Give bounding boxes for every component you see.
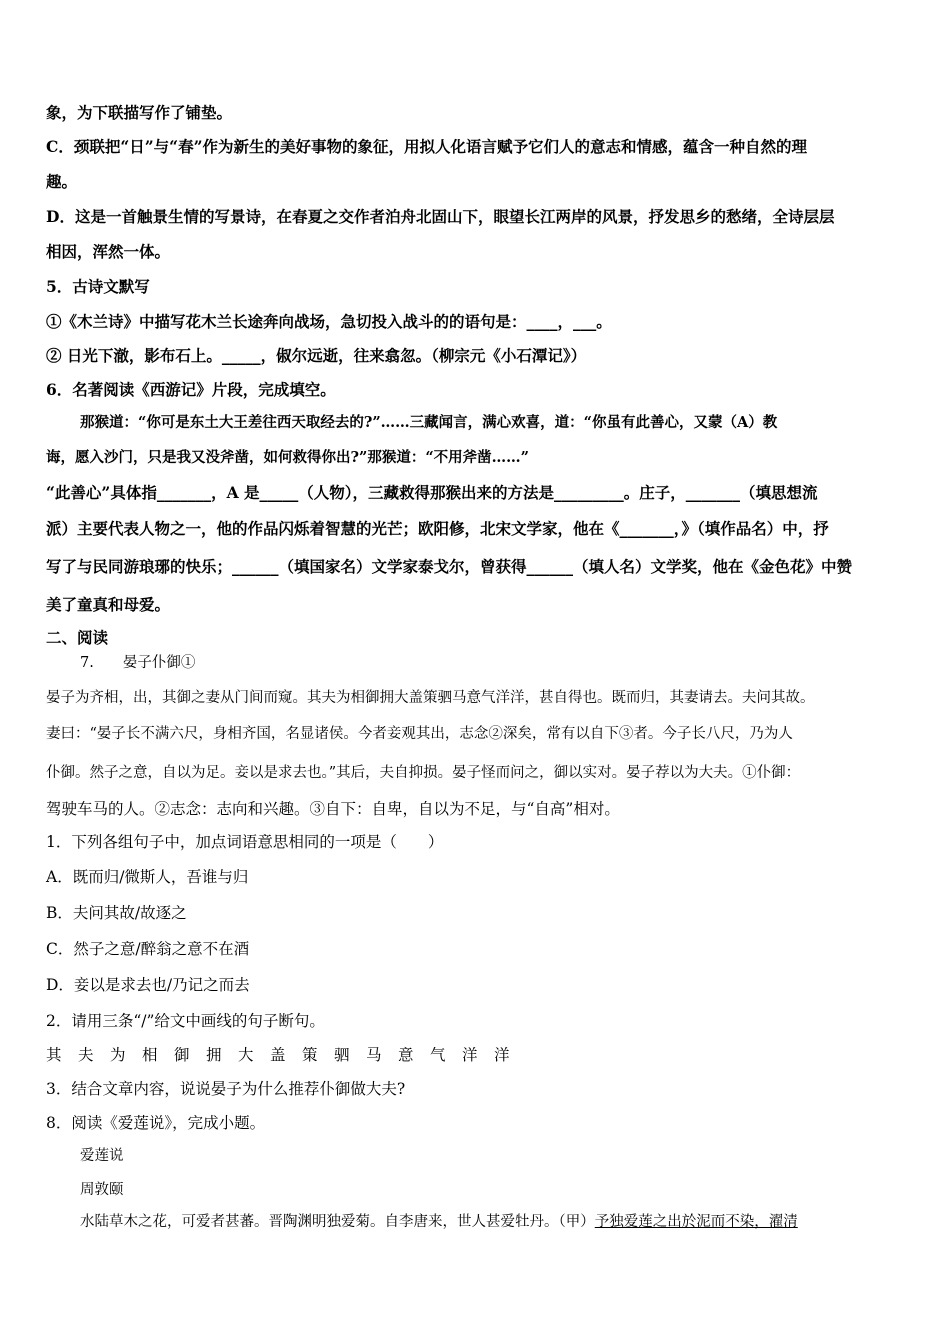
passage-notes: 驾驶车马的人。②志念：志向和兴趣。③自下：自卑，自以为不足，与“自高”相对。 [46, 800, 620, 818]
fill-blank-line-4: 美了童真和母爱。 [46, 595, 171, 614]
option-b-continued: 象，为下联描写作了铺垫。 [46, 103, 233, 122]
subquestion-3: 3．结合文章内容，说说晏子为什么推荐仆御做大夫? [46, 1080, 406, 1098]
essay-line-1-text: 水陆草木之花，可爱者甚蕃。晋陶渊明独爱菊。自李唐来，世人甚爱牡丹。（甲） [80, 1214, 595, 1230]
question-5-item-2: ② 日光下澈，影布石上。_____，俶尔远逝，往来翕忽。（柳宗元《小石潭记》） [46, 346, 587, 365]
option-d-continued: 相因，浑然一体。 [46, 242, 171, 261]
poem-author: 周敦颐 [80, 1182, 124, 1198]
essay-line-1 [80, 1212, 910, 1232]
excerpt-line-1: 那猴道：“你可是东土大王差往西天取经去的?”……三藏闻言，满心欢喜，道：“你虽有此善心，又蒙（A）教 [80, 414, 778, 431]
section-reading-heading: 二、阅读 [46, 628, 109, 647]
fill-blank-line-1: “此善心”具体指_______，A 是_____（人物），三藏救得那猴出来的方法是_________。庄子，_______（填思想流 [46, 483, 818, 502]
sentence-to-segment: 其夫为相御拥大盖策驷马意气洋洋 [46, 1046, 527, 1064]
fill-blank-line-2: 派）主要代表人物之一，他的作品闪烁着智慧的光芒；欧阳修，北宋文学家，他在《_______，》（填作品名）中，抒 [46, 519, 829, 538]
question-8-title: 8．阅读《爱莲说》，完成小题。 [46, 1114, 266, 1132]
option-c: C．颈联把“日”与“春”作为新生的美好事物的象征，用拟人化语言赋予它们人的意志和情感，蕴含一种自然的理 [46, 137, 808, 156]
excerpt-line-2: 诲，愿入沙门，只是我又没斧凿，如何救得你出?”那猴道：“不用斧凿……” [46, 449, 530, 466]
essay-line-1-underlined: 予独爱莲之出於泥而不染，濯清 [594, 1214, 798, 1230]
subquestion-1-option-b: B．夫问其故/故逐之 [46, 904, 187, 922]
passage-line-2: 妻曰：“晏子长不满六尺，身相齐国，名显诸侯。今者妾观其出，志念②深矣，常有以自下③者。今子长八尺，乃为人 [46, 726, 793, 742]
subquestion-1: 1．下列各组句子中，加点词语意思相同的一项是（ ） [46, 833, 444, 851]
subquestion-2: 2．请用三条“/”给文中画线的句子断句。 [46, 1012, 325, 1030]
subquestion-1-option-a: A．既而归/微斯人，吾谁与归 [46, 868, 249, 886]
option-c-continued: 趣。 [46, 172, 78, 191]
subquestion-1-option-c: C．然子之意/醉翁之意不在酒 [46, 940, 250, 958]
question-6-title: 6．名著阅读《西游记》片段，完成填空。 [46, 380, 336, 399]
fill-blank-line-3: 写了与民同游琅琊的快乐；______（填国家名）文学家泰戈尔，曾获得______（填人名）文学奖，他在《金色花》中赞 [46, 557, 853, 576]
question-5-title: 5．古诗文默写 [46, 277, 150, 296]
question-5-item-1: ①《木兰诗》中描写花木兰长途奔向战场，急切投入战斗的的语句是：____，___。 [46, 312, 612, 331]
option-d: D．这是一首触景生情的写景诗，在春夏之交作者泊舟北固山下，眼望长江两岸的风景，抒发思乡的愁绪，全诗层层 [46, 207, 835, 226]
passage-line-3: 仆御。然子之意，自以为足。妾以是求去也。”其后，夫自抑损。晏子怪而问之，御以实对。晏子荐以为大夫。①仆御： [46, 765, 801, 781]
question-7-title: 7. 晏子仆御① [80, 655, 196, 671]
subquestion-1-option-d: D．妾以是求去也/乃记之而去 [46, 976, 250, 994]
passage-line-1: 晏子为齐相，出，其御之妻从门间而窥。其夫为相御拥大盖策驷马意气洋洋，甚自得也。既而归，其妻请去。夫问其故。 [46, 690, 815, 706]
poem-title: 爱莲说 [80, 1148, 124, 1164]
